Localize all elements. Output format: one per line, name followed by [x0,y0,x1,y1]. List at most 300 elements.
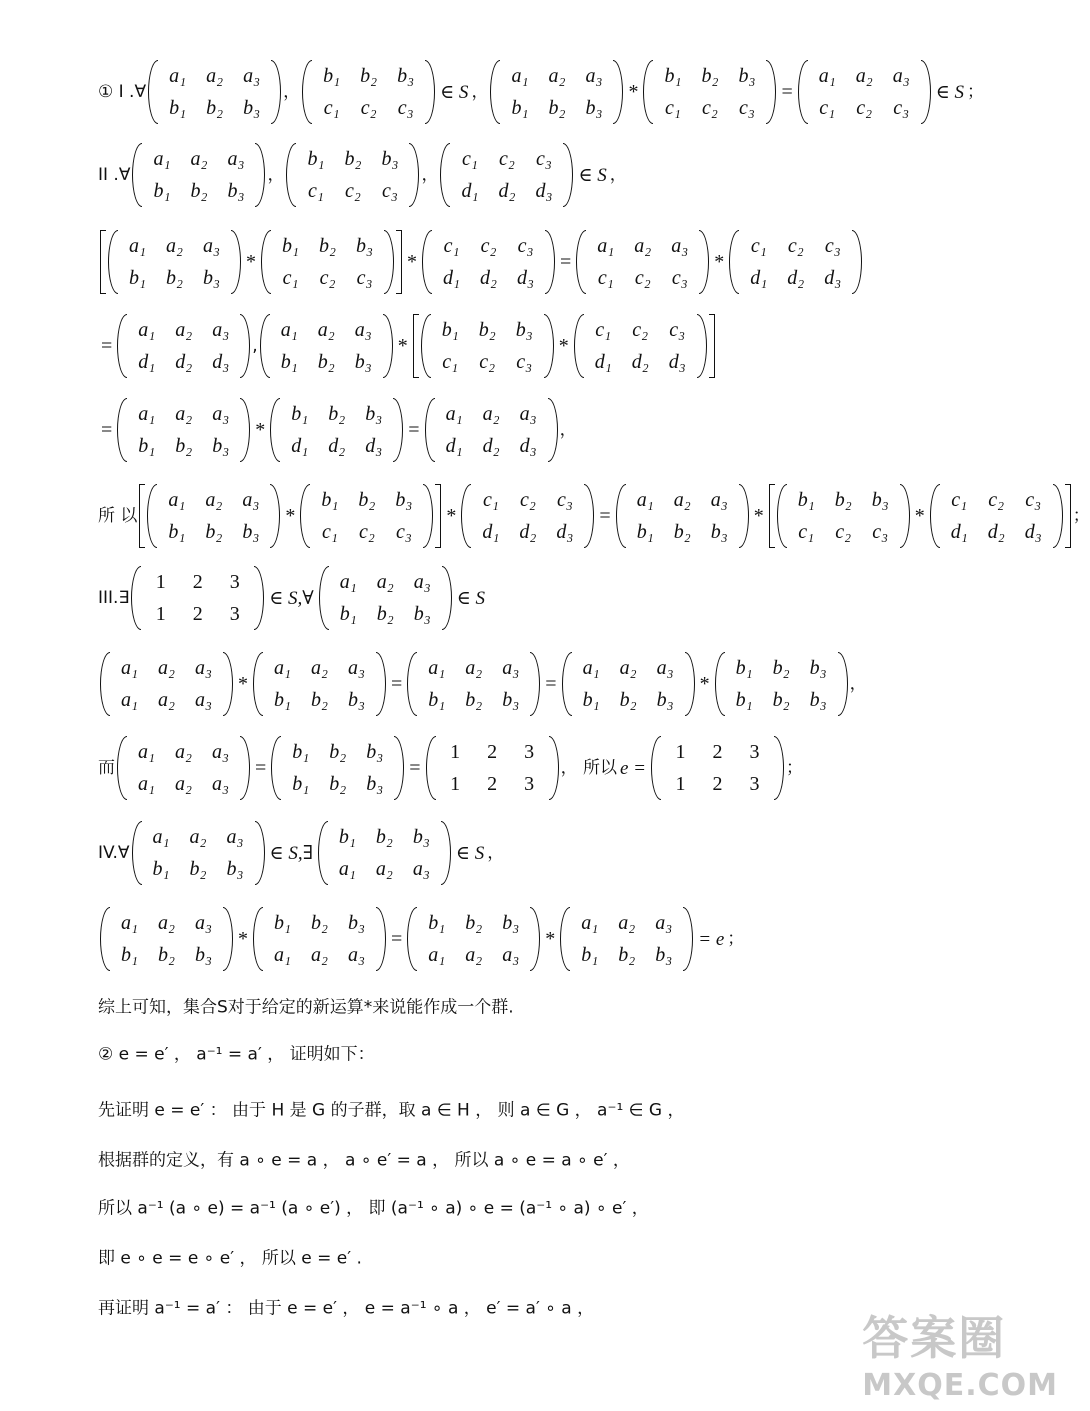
matrix-entry: 3 [749,741,760,763]
left-paren [108,230,118,294]
matrix [422,230,555,294]
matrix-entry: b₁ [138,435,156,457]
matrix-entry: a₂ [206,65,224,87]
matrix-entry: b₁ [152,858,170,880]
operator: = [545,673,557,695]
matrix-grid [626,484,739,548]
matrix-entry: b₂ [175,435,193,457]
matrix-entry: a₂ [548,65,566,87]
matrix [777,484,910,548]
matrix-entry: a₁ [138,741,155,763]
matrix-entry: a₃ [656,657,674,679]
matrix-grid [127,736,240,800]
right-paren [271,60,281,124]
left-paren [560,907,570,971]
matrix-entry: 2 [487,773,498,795]
math-symbol: ∈ S,∀ [269,587,314,609]
matrix-entry: b₁ [735,657,753,679]
matrix-entry: a₃ [203,235,220,257]
right-paren [685,652,695,716]
matrix [117,736,250,800]
matrix-entry: c₂ [519,489,536,511]
matrix-entry: c₃ [556,489,573,511]
matrix-entry: a₂ [317,319,335,341]
matrix-entry: b₁ [636,521,654,543]
right-paren [376,652,386,716]
matrix-entry: a₁ [511,65,529,87]
matrix-grid [157,484,270,548]
text: ① I .∀ [98,81,147,102]
text-line: 先证明 e = e′ ： 由于 H 是 G 的子群，取 a ∈ H ， 则 a ∈ G ， a⁻¹ ∈ G ， [98,1100,685,1121]
equation-line [98,314,717,378]
matrix-entry: 3 [229,603,240,625]
right-paren [240,736,250,800]
matrix-entry: b₃ [710,521,728,543]
left-paren [407,652,417,716]
matrix-entry: b₃ [871,489,889,511]
left-paren [426,736,436,800]
bracket-content [145,484,435,548]
text: ， [421,164,439,185]
left-paren [616,484,626,548]
matrix-entry: c₂ [787,235,804,257]
matrix-entry: b₁ [169,97,187,119]
matrix-entry: c₂ [499,148,515,170]
matrix-entry: a₃ [212,741,229,763]
right-paren [739,484,749,548]
operator: * [255,419,266,441]
matrix-grid [661,736,774,800]
text-line: 所以 a⁻¹ (a ∘ e) = a⁻¹ (a ∘ e′) ， 即 (a⁻¹ ∘ a) ∘ e = (a⁻¹ ∘ a) ∘ e′ ， [98,1198,649,1219]
matrix-entry: b₂ [772,657,790,679]
operator: = [781,81,793,103]
matrix-entry: a₃ [502,944,520,966]
matrix-entry: a₃ [195,689,212,711]
matrix-entry: a₁ [274,944,291,966]
left-paren [777,484,787,548]
matrix [260,314,393,378]
matrix-entry: d₁ [138,351,156,373]
left-paren [302,60,312,124]
square-bracket-group [139,484,441,548]
text: ， 所以 [560,757,617,778]
matrix-entry: a₃ [354,319,372,341]
text: ， [559,419,577,440]
right-paren [423,484,433,548]
matrix-entry: a₁ [445,403,463,425]
equation-line [98,907,744,971]
matrix [100,652,233,716]
text-line: 再证明 a⁻¹ = a′ ： 由于 e = e′ ， e = a⁻¹ ∘ a ， e′ = a′ ∘ a ， [98,1298,595,1319]
matrix-grid [127,398,240,462]
operator: * [699,673,710,695]
left-paren [440,143,450,207]
matrix [270,398,403,462]
matrix [148,60,281,124]
matrix-entry: d₂ [498,180,516,202]
operator: = [255,757,267,779]
matrix-entry: b₃ [738,65,756,87]
matrix-entry: a₁ [138,773,155,795]
matrix-grid [471,484,584,548]
matrix-entry: a₃ [710,489,728,511]
text: ； [1072,505,1090,526]
matrix-entry: c₂ [835,521,852,543]
matrix-entry: a₃ [195,657,212,679]
matrix-entry: a₁ [428,657,446,679]
left-paren [132,821,142,885]
matrix-entry: 1 [675,773,686,795]
bracket-content [106,230,396,294]
matrix-entry: a₃ [212,773,229,795]
operator: * [558,335,569,357]
right-paren [240,398,250,462]
matrix-entry: d₃ [365,435,383,457]
right-paren [376,907,386,971]
matrix [261,230,394,294]
matrix [300,484,433,548]
matrix-entry: b₃ [354,351,372,373]
text: ； [727,928,745,949]
matrix-entry: b₃ [212,435,230,457]
matrix-entry: d₁ [443,267,460,289]
matrix-entry: b₃ [226,858,244,880]
matrix-entry: b₂ [317,351,335,373]
operator: * [714,251,725,273]
right-paren [442,566,452,630]
matrix [117,314,250,378]
matrix-grid [500,60,613,124]
matrix-grid [127,314,240,378]
right-paren [900,484,910,548]
matrix [421,314,554,378]
matrix-entry: c₁ [323,97,340,119]
matrix [132,821,265,885]
right-paren [584,484,594,548]
matrix [147,484,280,548]
matrix-entry: b₁ [129,267,146,289]
matrix-entry: b₃ [809,657,827,679]
right-paren [394,736,404,800]
matrix-entry: c₂ [360,97,377,119]
matrix-entry: d₂ [987,521,1005,543]
matrix-entry: b₃ [203,267,220,289]
left-paren [132,143,142,207]
matrix-entry: b₃ [348,912,365,934]
right-bracket [1065,484,1071,548]
operator: * [407,251,417,273]
matrix-entry: c₃ [739,97,755,119]
matrix [574,314,707,378]
right-paren [441,821,451,885]
matrix-entry: a₃ [671,235,689,257]
operator: * [238,928,248,950]
matrix-entry: 1 [675,741,686,763]
left-paren [643,60,653,124]
matrix-entry: a₃ [519,403,537,425]
matrix-entry: a₁ [138,319,156,341]
matrix-entry: a₂ [175,319,193,341]
matrix-entry: a₂ [158,912,175,934]
left-paren [286,143,296,207]
matrix-entry: b₁ [339,603,357,625]
equation-line [98,566,488,630]
matrix-entry: 2 [192,603,203,625]
matrix-grid [141,566,254,630]
left-paren [117,736,127,800]
matrix-entry: a₂ [465,944,483,966]
matrix-entry: b₃ [195,944,212,966]
right-bracket [396,230,402,294]
matrix-entry: a₂ [175,773,192,795]
operator: = [409,757,421,779]
matrix-entry: b₂ [548,97,566,119]
matrix-entry: b₃ [242,521,260,543]
left-paren [271,736,281,800]
matrix-grid [570,907,683,971]
matrix-entry: 2 [712,773,723,795]
matrix [407,652,540,716]
left-paren [651,736,661,800]
matrix-entry: a₂ [376,571,394,593]
matrix-entry: b₁ [292,773,310,795]
matrix-grid [280,398,393,462]
matrix-entry: a₁ [581,912,599,934]
matrix-entry: c₃ [397,97,414,119]
matrix-entry: c₃ [382,180,398,202]
matrix-entry: c₁ [798,521,815,543]
square-bracket-group [100,230,402,294]
text: ； [967,81,985,102]
operator: * [753,505,764,527]
matrix-entry: d₂ [175,351,193,373]
matrix [616,484,749,548]
operator: * [285,505,296,527]
matrix [108,230,241,294]
matrix-entry: b₂ [329,741,347,763]
equation-line [98,736,803,800]
matrix-entry: a₁ [339,571,357,593]
matrix-entry: d₂ [631,351,649,373]
matrix-entry: a₁ [121,689,138,711]
matrix-grid [417,652,530,716]
matrix-entry: 1 [155,603,166,625]
text: ， [609,164,627,185]
equation-line [98,398,577,462]
matrix-grid [310,484,423,548]
text: 所 以 [98,505,138,526]
matrix-entry: d₁ [291,435,309,457]
equation-line [98,60,984,124]
matrix-entry: c₁ [819,97,836,119]
matrix [562,652,695,716]
matrix [560,907,693,971]
matrix-entry: d₃ [212,351,230,373]
right-paren [852,230,862,294]
text-line: 综上可知，集合S对于给定的新运算*来说能作成一个群. [98,997,514,1018]
matrix-entry: a₂ [166,235,183,257]
matrix-entry: a₁ [582,657,600,679]
left-paren [576,230,586,294]
matrix [100,907,233,971]
matrix-entry: b₃ [515,319,533,341]
text-line: ② e = e′ ， a⁻¹ = a′ ， 证明如下： [98,1044,375,1065]
left-paren [562,652,572,716]
matrix-entry: 3 [229,571,240,593]
matrix-entry: d₁ [750,267,768,289]
matrix-entry: c₁ [443,235,460,257]
matrix-entry: b₁ [292,741,310,763]
left-paren [319,566,329,630]
matrix-entry: b₃ [656,689,674,711]
right-paren [223,652,233,716]
equation-line [98,143,627,207]
matrix-entry: 3 [524,741,535,763]
matrix-grid [312,60,425,124]
matrix-entry: 1 [155,571,166,593]
matrix-entry: c₃ [671,267,688,289]
matrix [651,736,784,800]
operator: = [101,335,113,357]
right-paren [383,314,393,378]
left-paren [253,652,263,716]
matrix-entry: c₁ [308,180,324,202]
matrix-entry: d₃ [535,180,553,202]
matrix-entry: b₃ [381,148,399,170]
square-bracket-group [769,484,1071,548]
left-paren [930,484,940,548]
text: ， [471,81,489,102]
matrix-entry: c₂ [319,267,336,289]
matrix-entry: a₂ [465,657,483,679]
matrix-entry: c₃ [669,319,686,341]
matrix-entry: b₁ [168,521,186,543]
matrix-entry: b₂ [311,689,328,711]
equation-line [98,484,1090,548]
left-paren [117,398,127,462]
matrix-grid [158,60,271,124]
matrix-entry: a₃ [212,319,230,341]
right-paren [1053,484,1063,548]
matrix-entry: a₁ [818,65,836,87]
matrix-entry: b₁ [428,689,446,711]
matrix-grid [586,230,699,294]
matrix-entry: c₃ [517,235,534,257]
matrix-entry: c₃ [824,235,841,257]
matrix-entry: a₂ [619,657,637,679]
right-paren [223,907,233,971]
matrix-grid [263,652,376,716]
matrix-entry: b₂ [311,912,328,934]
right-paren [921,60,931,124]
matrix-entry: b₃ [397,65,415,87]
matrix-entry: b₁ [274,912,291,934]
matrix-entry: a₂ [482,403,500,425]
text: ， [267,164,285,185]
matrix-entry: a₂ [189,826,207,848]
matrix-entry: b₂ [328,403,346,425]
left-paren [270,398,280,462]
matrix-entry: b₃ [809,689,827,711]
operator: * [397,335,408,357]
matrix-entry: d₃ [517,267,534,289]
matrix-grid [118,230,231,294]
matrix-entry: a₂ [205,489,223,511]
matrix-grid [431,314,544,378]
matrix-entry: b₃ [365,403,383,425]
matrix-grid [142,821,255,885]
left-paren [574,314,584,378]
matrix-entry: b₃ [366,741,384,763]
matrix-entry: a₁ [428,944,446,966]
matrix-entry: b₃ [348,689,365,711]
right-paren [544,314,554,378]
matrix-entry: a₁ [138,403,156,425]
right-paren [254,566,264,630]
matrix-entry: a₂ [618,912,636,934]
right-paren [838,652,848,716]
left-paren [461,484,471,548]
matrix-entry: b₁ [323,65,341,87]
matrix-entry: 2 [487,741,498,763]
text: ， [849,673,867,694]
matrix-entry: a₂ [190,148,208,170]
matrix-entry: a₃ [348,944,365,966]
matrix-entry: c₁ [462,148,478,170]
matrix-entry: a₁ [121,912,138,934]
matrix-entry: a₃ [227,148,245,170]
matrix-entry: b₃ [412,826,430,848]
operator: = [560,251,572,273]
matrix [715,652,848,716]
matrix [117,398,250,462]
matrix-entry: c₂ [358,521,375,543]
matrix-entry: b₁ [797,489,815,511]
matrix-entry: d₁ [482,521,500,543]
left-paren [490,60,500,124]
matrix-entry: d₂ [480,267,497,289]
matrix [930,484,1063,548]
watermark-logo [862,1302,1058,1403]
matrix-entry: b₃ [655,944,673,966]
matrix-entry: a₃ [212,403,230,425]
matrix-entry: c₂ [480,235,497,257]
left-paren [422,230,432,294]
right-paren [255,143,265,207]
matrix-entry: b₁ [735,689,753,711]
matrix-entry: b₂ [329,773,347,795]
matrix [440,143,573,207]
math-symbol: = e [698,928,725,950]
equation-line [98,230,864,294]
matrix-grid [142,143,255,207]
operator: * [446,505,457,527]
matrix-entry: a₃ [892,65,910,87]
operator: * [914,505,925,527]
text: ， [283,81,301,102]
matrix-entry: b₃ [413,603,431,625]
left-paren [100,652,110,716]
bracket-content [419,314,709,378]
left-paren [131,566,141,630]
matrix-grid [435,398,548,462]
matrix-entry: c₂ [345,180,361,202]
matrix [131,566,264,630]
matrix-entry: a₁ [338,858,356,880]
matrix-grid [432,230,545,294]
matrix [461,484,594,548]
left-paren [261,230,271,294]
